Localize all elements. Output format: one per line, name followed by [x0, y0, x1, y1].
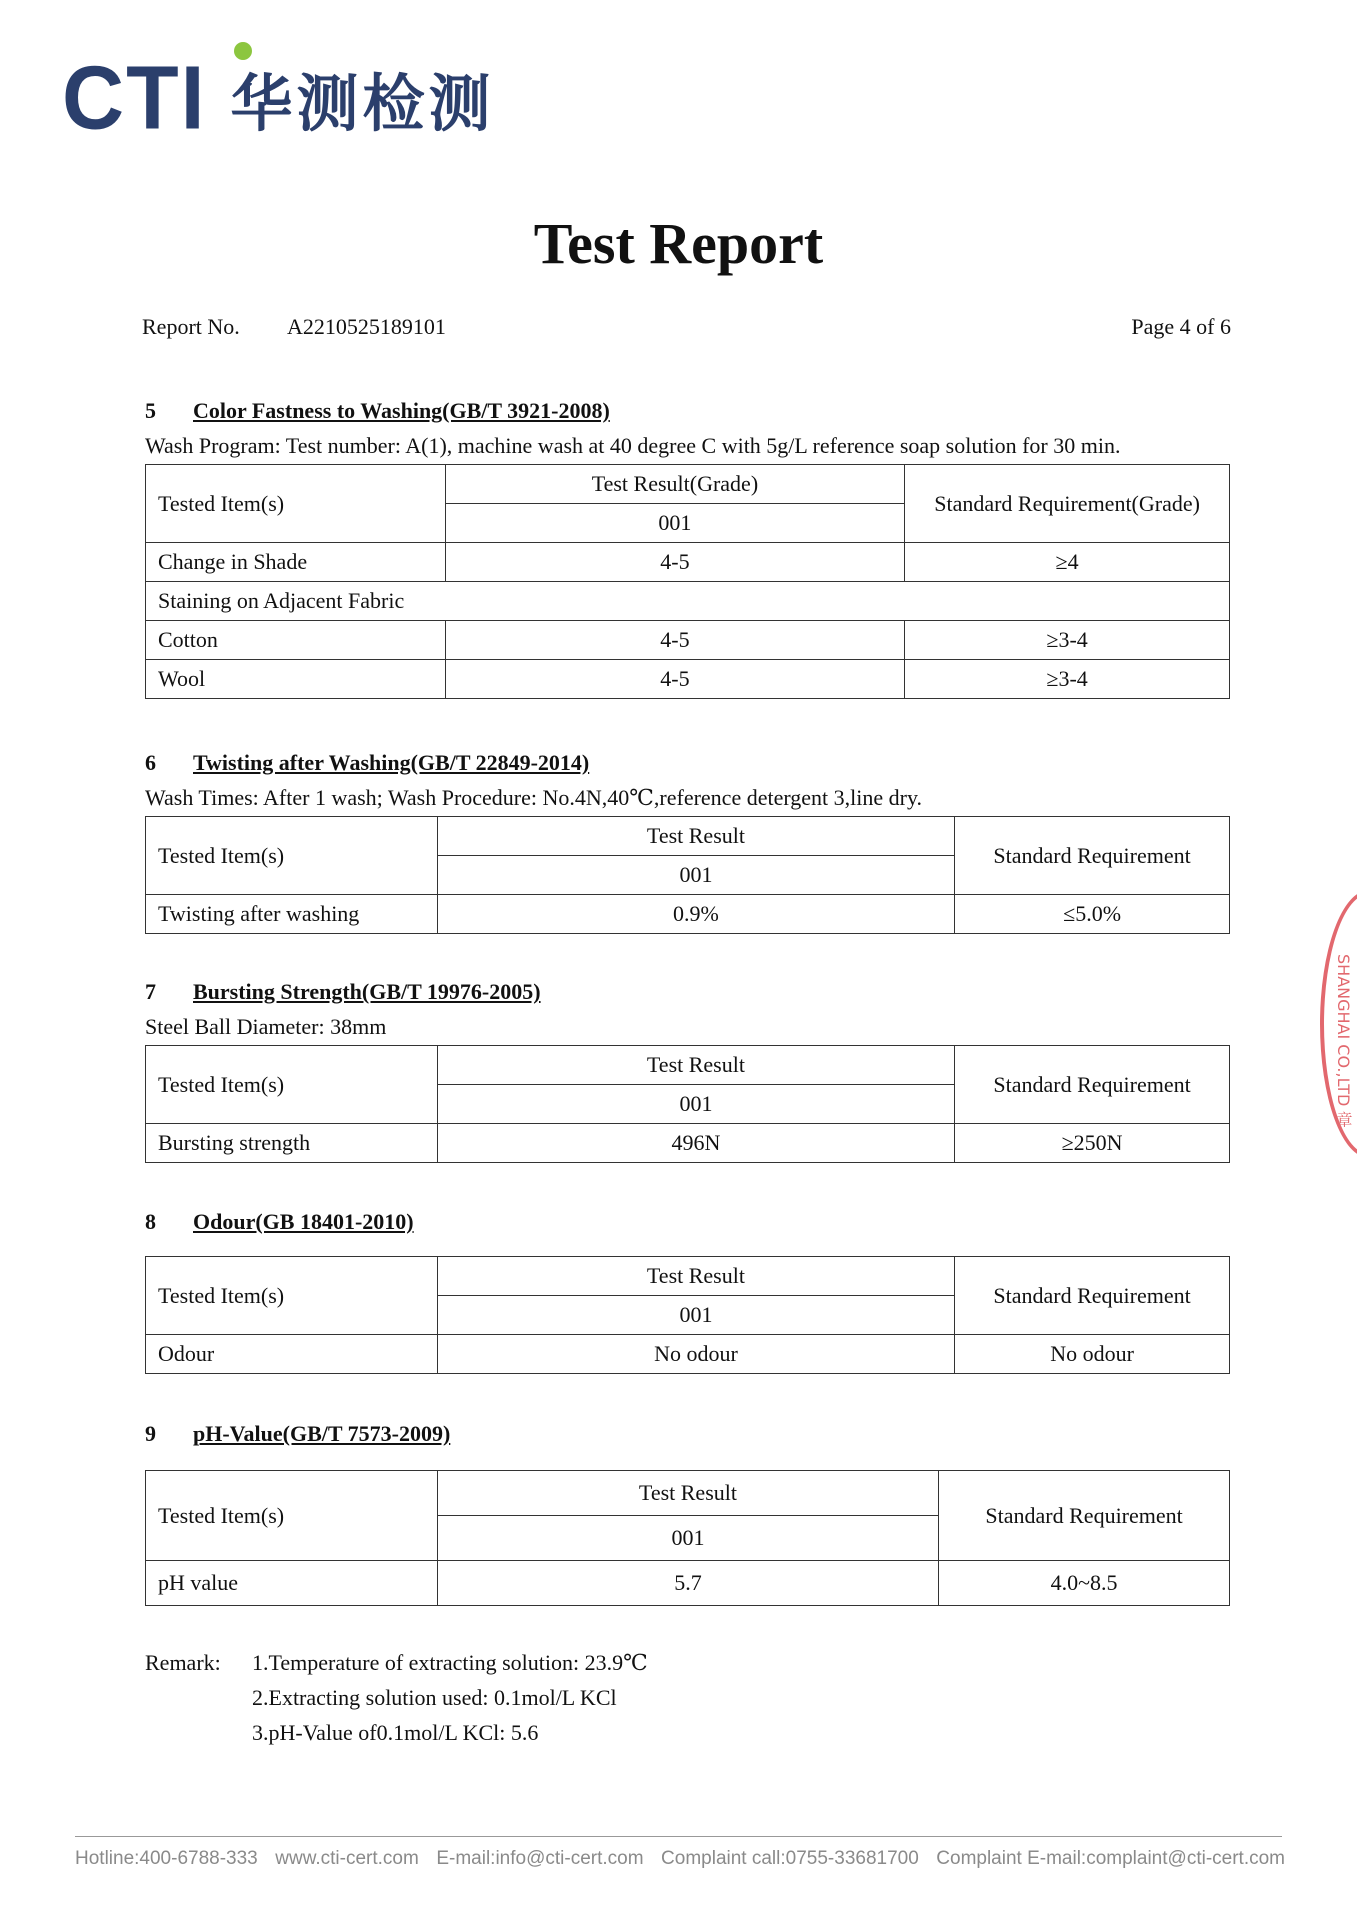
section-8-table: [145, 1256, 1230, 1374]
col-header-item: Tested Item(s): [146, 1471, 438, 1561]
remark-item: 1.Temperature of extracting solution: 23.9℃: [252, 1650, 648, 1675]
official-seal-stamp: [1320, 890, 1357, 1158]
remark-label: Remark:: [145, 1650, 221, 1675]
footer: [75, 1848, 1285, 1870]
section-number: 7: [145, 979, 156, 1004]
section-7-heading: [145, 979, 541, 1005]
table-row: Bursting strength 496N ≥250N: [146, 1124, 1230, 1163]
remark-item: 3.pH-Value of0.1mol/L KCl: 5.6: [252, 1720, 539, 1745]
company-logo: [62, 48, 495, 148]
table-row: Twisting after washing 0.9% ≤5.0%: [146, 895, 1230, 934]
section-5-heading: [145, 398, 610, 424]
col-header-item: Tested Item(s): [146, 817, 438, 895]
footer-complaint-call: Complaint call:0755-33681700: [661, 1848, 919, 1869]
section-title: Odour(GB 18401-2010): [193, 1209, 414, 1234]
section-6-note: Wash Times: After 1 wash; Wash Procedure: No.4N,40℃,reference detergent 3,line dry.: [145, 785, 923, 810]
col-header-std: Standard Requirement(Grade): [905, 465, 1230, 543]
col-header-item: Tested Item(s): [146, 465, 446, 543]
footer-hotline: Hotline:400-6788-333: [75, 1848, 258, 1869]
section-number: 5: [145, 398, 156, 423]
footer-divider: [75, 1836, 1282, 1837]
stamp-text: SHANGHAI CO.,LTD 章: [1334, 954, 1353, 1128]
col-header-sample: 001: [437, 1296, 954, 1335]
footer-email: E-mail:info@cti-cert.com: [436, 1848, 644, 1869]
col-header-std: Standard Requirement: [955, 817, 1230, 895]
col-header-sample: 001: [445, 504, 905, 543]
table-row: Cotton 4-5 ≥3-4: [146, 621, 1230, 660]
section-9-table: [145, 1470, 1230, 1606]
col-header-result: Test Result: [437, 1046, 954, 1085]
section-8-heading: [145, 1209, 414, 1235]
logo-brand: CTI: [62, 47, 207, 149]
col-header-sample: 001: [437, 1085, 954, 1124]
footer-complaint-email: Complaint E-mail:complaint@cti-cert.com: [936, 1848, 1285, 1869]
col-header-result: Test Result(Grade): [445, 465, 905, 504]
col-header-item: Tested Item(s): [146, 1046, 438, 1124]
section-number: 9: [145, 1421, 156, 1446]
section-number: 6: [145, 750, 156, 775]
section-7-note: Steel Ball Diameter: 38mm: [145, 1014, 387, 1039]
section-9-heading: [145, 1421, 450, 1447]
section-title: Bursting Strength(GB/T 19976-2005): [193, 979, 541, 1004]
section-6-heading: [145, 750, 589, 776]
col-header-std: Standard Requirement: [955, 1046, 1230, 1124]
section-number: 8: [145, 1209, 156, 1234]
col-header-std: Standard Requirement: [955, 1257, 1230, 1335]
remark-item: 2.Extracting solution used: 0.1mol/L KCl: [252, 1685, 617, 1710]
section-title: Twisting after Washing(GB/T 22849-2014): [193, 750, 590, 775]
logo-dot-icon: [234, 42, 252, 60]
report-no-label: Report No.: [142, 314, 240, 339]
section-6-table: [145, 816, 1230, 934]
page-title: Test Report: [533, 211, 824, 276]
logo-brand-cn: 华测检测: [230, 66, 495, 140]
table-row: pH value 5.7 4.0~8.5: [146, 1561, 1230, 1606]
section-5-note: Wash Program: Test number: A(1), machine wash at 40 degree C with 5g/L reference soap solution for 30 min.: [145, 433, 1121, 458]
page-number: Page 4 of 6: [1131, 314, 1231, 339]
col-header-result: Test Result: [437, 817, 954, 856]
section-5-table: [145, 464, 1230, 699]
section-title: Color Fastness to Washing(GB/T 3921-2008): [193, 398, 610, 423]
table-row: Staining on Adjacent Fabric: [146, 582, 1230, 621]
section-7-table: [145, 1045, 1230, 1163]
col-header-sample: 001: [437, 856, 954, 895]
section-title: pH-Value(GB/T 7573-2009): [193, 1421, 451, 1446]
col-header-sample: 001: [437, 1516, 938, 1561]
col-header-std: Standard Requirement: [939, 1471, 1230, 1561]
report-no: A2210525189101: [287, 314, 446, 339]
table-row: Wool 4-5 ≥3-4: [146, 660, 1230, 699]
col-header-item: Tested Item(s): [146, 1257, 438, 1335]
col-header-result: Test Result: [437, 1257, 954, 1296]
col-header-result: Test Result: [437, 1471, 938, 1516]
table-row: Odour No odour No odour: [146, 1335, 1230, 1374]
table-row: Change in Shade 4-5 ≥4: [146, 543, 1230, 582]
footer-website: www.cti-cert.com: [275, 1848, 419, 1869]
